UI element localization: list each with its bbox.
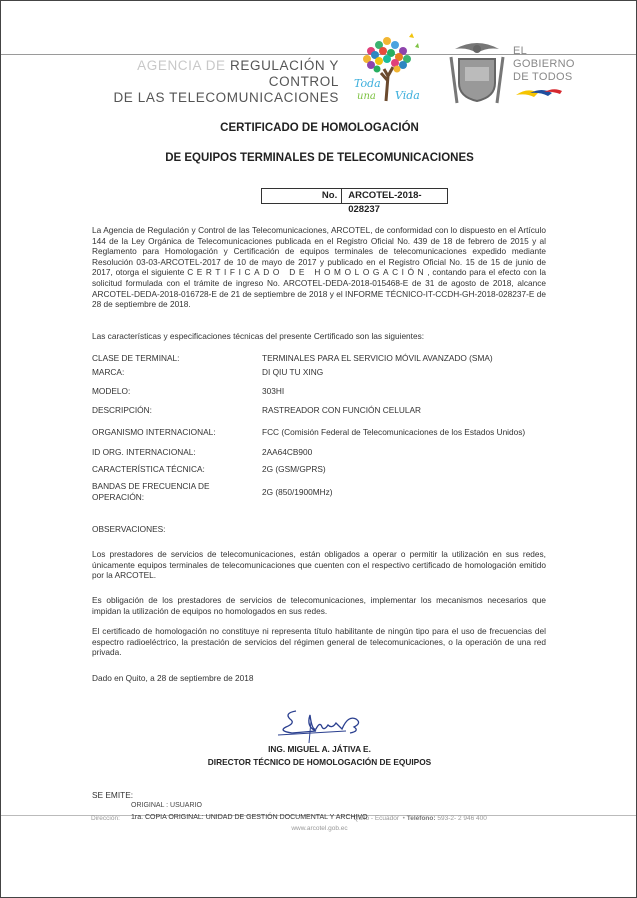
spec-label: MARCA: — [92, 367, 125, 377]
certificate-title: CERTIFICADO DE HOMOLOGACIÓN — [220, 122, 419, 134]
svg-text:Vida: Vida — [395, 89, 420, 102]
certificate-number-value: ARCOTEL-2018-028237 — [348, 190, 422, 215]
spec-label: CARACTERÍSTICA TÉCNICA: — [92, 464, 205, 474]
spec-value: 2G (GSM/GPRS) — [262, 464, 326, 474]
footer-telefono-label: Teléfono: — [406, 815, 436, 822]
observaciones-heading: OBSERVACIONES: — [92, 524, 166, 534]
flag-swoosh-icon — [514, 85, 564, 99]
spec-value: 303HI — [262, 386, 285, 396]
gobierno-line3: DE TODOS — [513, 71, 573, 83]
spec-label: ID ORG. INTERNACIONAL: — [92, 447, 196, 457]
footer-website: www.arcotel.gob.ec — [291, 825, 348, 832]
observacion-paragraph: El certificado de homologación no constituye ni representa título habilitante de ningún tipo para el uso de frecuencias del espectro radioeléctrico, la prestación de servicios del régimen general de telecomunicaciones, o la operación de una red privada. — [92, 626, 546, 658]
spec-value: 2AA64CB900 — [262, 447, 313, 457]
specs-intro: Las características y especificaciones técnicas del presente Certificado son las siguientes: — [92, 331, 425, 341]
spec-label: ORGANISMO INTERNACIONAL: — [92, 427, 216, 437]
spec-label: CLASE DE TERMINAL: — [92, 353, 180, 363]
signature-icon — [276, 701, 366, 743]
footer-telefono: 593-2- 2 946 400 — [437, 815, 487, 822]
ecuador-coat-of-arms-icon — [447, 37, 507, 107]
emite-item: ORIGINAL : USUARIO — [131, 802, 202, 809]
agency-name-line1: REGULACIÓN Y CONTROL — [230, 58, 339, 89]
agency-name-line2: DE LAS TELECOMUNICACIONES — [113, 90, 339, 105]
signer-name: ING. MIGUEL A. JÁTIVA E. — [268, 744, 371, 754]
intro-spaced-title: CERTIFICADO DE HOMOLOGACIÓN — [187, 267, 428, 278]
observacion-paragraph: Los prestadores de servicios de telecomunicaciones, están obligados a operar o permitir la utilización en sus redes, únicamente equipos terminales de telecomunicaciones que cuenten con el respectivo certificado de homologación emitido por la ARCOTEL. — [92, 549, 546, 581]
svg-text:una: una — [357, 91, 376, 102]
footer-city: Quito - Ecuador — [353, 815, 400, 822]
svg-text:Toda: Toda — [354, 77, 381, 90]
certificate-number-label: No. — [262, 189, 342, 203]
certificate-number-box — [261, 188, 448, 215]
observacion-paragraph: Es obligación de los prestadores de servicios de telecomunicaciones, implementar los mecanismos necesarios que impidan la utilización de equipos no homologados en sus redes. — [92, 595, 546, 616]
agency-name — [99, 58, 339, 106]
agency-name-faint: AGENCIA DE — [137, 58, 231, 73]
spec-value: FCC (Comisión Federal de Telecomunicaciones de los Estados Unidos) — [262, 427, 526, 437]
se-emite-heading: SE EMITE: — [92, 790, 134, 800]
emite-item: 1ra. COPIA ORIGINAL: UNIDAD DE GESTIÓN DOCUMENTAL Y ARCHIVO — [131, 814, 368, 821]
certificate-subtitle: DE EQUIPOS TERMINALES DE TELECOMUNICACIONES — [165, 152, 474, 164]
gobierno-line1: EL — [513, 45, 528, 57]
spec-value: TERMINALES PARA EL SERVICIO MÓVIL AVANZADO (SMA) — [262, 353, 493, 363]
spec-value: 2G (850/1900MHz) — [262, 487, 333, 497]
toda-una-vida-logo-icon — [351, 31, 426, 106]
spec-value: DI QIU TU XING — [262, 367, 324, 377]
spec-value: RASTREADOR CON FUNCIÓN CELULAR — [262, 405, 422, 415]
gobierno-line2: GOBIERNO — [513, 58, 575, 70]
spec-label: MODELO: — [92, 386, 131, 396]
spec-label: DESCRIPCIÓN: — [92, 405, 152, 415]
intro-text-2: , contando para el efecto con la solicitud formulada con el trámite de ingreso No. ARCOTEL-DEDA-2018-015468-E de 31 de agosto de 2018, alcance ARCOTEL-DEDA-2018-016728-E de 21 de septiembre de 2018 y el INFORME TÉCNICO-IT-CCDH-GH-2018-028237-E de 28 de septiembre de 2018. — [92, 267, 546, 310]
spec-label: BANDAS DE FRECUENCIA DE OPERACIÓN: — [92, 481, 210, 502]
intro-paragraph — [92, 225, 546, 310]
intro-text-1: La Agencia de Regulación y Control de las Telecomunicaciones, ARCOTEL, de conformidad con lo dispuesto en el Artículo 144 de la Ley Orgánica de Telecomunicaciones publicada en el Registro Oficial No. 439 de 18 de febrero de 2015 y al Reglamento para Homologación y Certificación de equipos terminales de telecomunicaciones expedido mediante Resolución 03-03-ARCOTEL-2017 de 10 de mayo de 2017 y publicado en el Registro Oficial No. 15 de 15 de junio de 2017, otorga el siguiente — [92, 225, 546, 278]
signer-title: DIRECTOR TÉCNICO DE HOMOLOGACIÓN DE EQUIPOS — [207, 757, 432, 767]
footer-address: Dirección: Quito - Ecuador • Teléfono: 593-2- 2 946 400 — [91, 815, 487, 822]
issue-place-date: Dado en Quito, a 28 de septiembre de 2018 — [92, 673, 254, 683]
gobierno-de-todos-logo — [513, 45, 575, 84]
footer-direccion-label: Dirección: — [91, 815, 120, 822]
